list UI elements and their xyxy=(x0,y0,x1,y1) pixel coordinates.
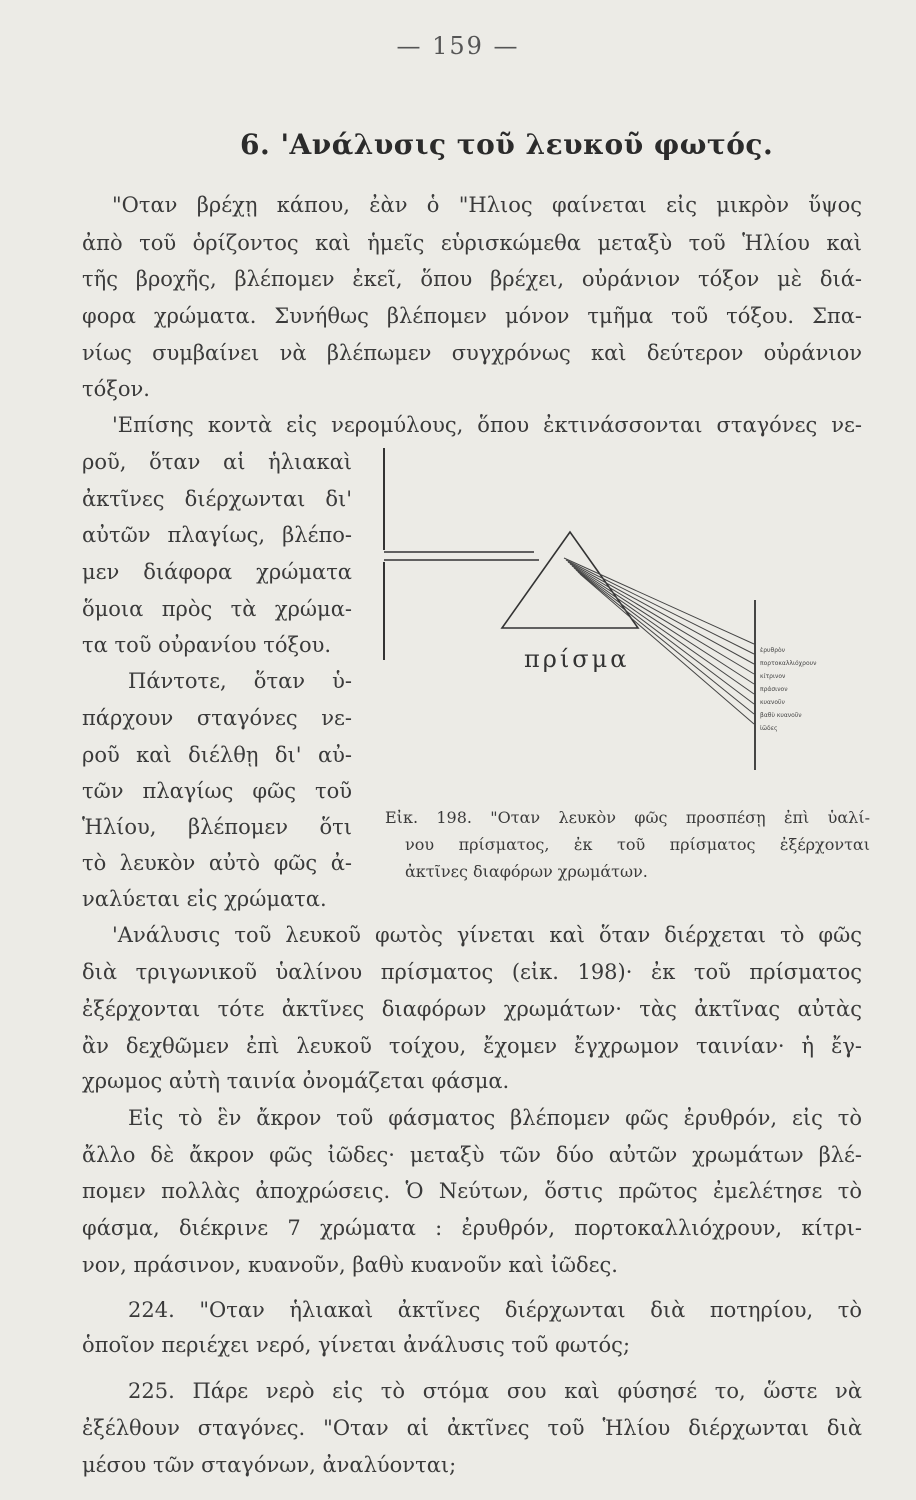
text-line: τόξον. xyxy=(82,377,150,401)
text-line: μεν διάφορα χρώματα xyxy=(82,560,352,584)
figure-caption: ἀκτῖνες διαφόρων χρωμάτων. xyxy=(405,862,648,881)
text-line: ἐξέρχονται τότε ἀκτῖνες διαφόρων χρωμάτων· τὰς ἀκτῖνας αὐτὰς xyxy=(82,997,862,1021)
prism-label: πρίσμα xyxy=(524,645,630,673)
text-line: αὐτῶν πλαγίως, βλέπο- xyxy=(82,523,352,547)
figure-caption: Εἰκ. 198. "Οταν λευκὸν φῶς προσπέσῃ ἐπὶ ὑαλί- xyxy=(385,808,870,827)
text-line: πομεν πολλὰς ἀποχρώσεις. Ὁ Νεύτων, ὅστις πρῶτος ἐμελέτησε τὸ xyxy=(82,1179,862,1203)
text-line: ροῦ, ὅταν αἱ ἡλιακαὶ xyxy=(82,450,352,474)
prism-figure xyxy=(374,440,874,790)
text-line: 'Ανάλυσις τοῦ λευκοῦ φωτὸς γίνεται καὶ ὅταν διέρχεται τὸ φῶς xyxy=(112,923,862,947)
text-line: Εἰς τὸ ἓν ἄκρον τοῦ φάσματος βλέπομεν φῶς ἐρυθρόν, εἰς τὸ xyxy=(128,1106,862,1130)
spectrum-label: ἐρυθρὸν xyxy=(760,647,786,654)
exercise-225: ἐξέλθουν σταγόνες. "Οταν αἱ ἀκτῖνες τοῦ Ἡλίου διέρχωνται διὰ xyxy=(82,1416,862,1440)
text-line: τα τοῦ οὐρανίου τόξου. xyxy=(82,633,332,657)
text-line: νον, πράσινον, κυανοῦν, βαθὺ κυανοῦν καὶ ἰῶδες. xyxy=(82,1253,618,1277)
text-line: Ἡλίου, βλέπομεν ὅτι xyxy=(82,815,352,839)
text-line: ροῦ καὶ διέλθῃ δι' αὐ- xyxy=(82,743,352,767)
text-line: ἀκτῖνες διέρχωνται δι' xyxy=(82,487,352,511)
text-line: ἂν δεχθῶμεν ἐπὶ λευκοῦ τοίχου, ἔχομεν ἔγχρωμον ταινίαν· ἡ ἔγ- xyxy=(82,1034,862,1058)
figure-caption: νου πρίσματος, ἐκ τοῦ πρίσματος ἐξέρχονται xyxy=(405,835,870,854)
text-line: ὅμοια πρὸς τὰ χρώμα- xyxy=(82,597,352,621)
text-line: διὰ τριγωνικοῦ ὑαλίνου πρίσματος (εἰκ. 198)· ἐκ τοῦ πρίσματος xyxy=(82,960,862,984)
exercise-225: 225. Πάρε νερὸ εἰς τὸ στόμα σου καὶ φύσησέ το, ὥστε νὰ xyxy=(128,1379,862,1403)
section-title: 6. 'Ανάλυσις τοῦ λευκοῦ φωτός. xyxy=(240,128,774,161)
spectrum-label: πράσινον xyxy=(760,686,788,693)
text-line: τὸ λευκὸν αὐτὸ φῶς ἀ- xyxy=(82,851,352,875)
text-line: 'Επίσης κοντὰ εἰς νερομύλους, ὅπου ἐκτινάσσονται σταγόνες νε- xyxy=(112,413,862,437)
text-line: πάρχουν σταγόνες νε- xyxy=(82,706,352,730)
text-line: ἀπὸ τοῦ ὁρίζοντος καὶ ἡμεῖς εὑρισκώμεθα μεταξὺ τοῦ Ἡλίου καὶ xyxy=(82,231,862,255)
spectrum-label: κυανοῦν xyxy=(760,699,785,706)
exercise-224: 224. "Οταν ἡλιακαὶ ἀκτῖνες διέρχωνται διὰ ποτηρίου, τὸ xyxy=(128,1298,862,1322)
exercise-224: ὁποῖον περιέχει νερό, γίνεται ἀνάλυσις τοῦ φωτός; xyxy=(82,1333,631,1357)
prism-diagram xyxy=(374,440,874,790)
text-line: τῶν πλαγίως φῶς τοῦ xyxy=(82,779,352,803)
text-line: ἄλλο δὲ ἄκρον φῶς ἰῶδες· μεταξὺ τῶν δύο αὐτῶν χρωμάτων βλέ- xyxy=(82,1143,862,1167)
text-line: "Οταν βρέχῃ κάπου, ἐὰν ὁ "Ηλιος φαίνεται εἰς μικρὸν ὕψος xyxy=(112,193,862,217)
spectrum-label: ἰῶδες xyxy=(760,725,778,732)
prism-triangle xyxy=(502,532,638,628)
page-number: — 159 — xyxy=(396,32,520,60)
text-line: χρωμος αὐτὴ ταινία ὀνομάζεται φάσμα. xyxy=(82,1069,510,1093)
spectrum-label: πορτοκαλλιόχρουν xyxy=(760,660,817,667)
exercise-225: μέσου τῶν σταγόνων, ἀναλύονται; xyxy=(82,1453,457,1477)
spectrum-label: κίτρινον xyxy=(760,673,786,680)
text-line: νίως συμβαίνει νὰ βλέπωμεν συγχρόνως καὶ δεύτερον οὐράνιον xyxy=(82,341,862,365)
spectrum-labels xyxy=(760,647,817,732)
text-line: ναλύεται εἰς χρώματα. xyxy=(82,887,327,911)
spectrum-label: βαθὺ κυανοῦν xyxy=(760,712,802,719)
text-line: φορα χρώματα. Συνήθως βλέπομεν μόνον τμῆμα τοῦ τόξου. Σπα- xyxy=(82,304,862,328)
text-line: φάσμα, διέκρινε 7 χρώματα : ἐρυθρόν, πορτοκαλλιόχρουν, κίτρι- xyxy=(82,1216,862,1240)
text-line: τῆς βροχῆς, βλέπομεν ἐκεῖ, ὅπου βρέχει, οὐράνιον τόξον μὲ διά- xyxy=(82,267,862,291)
text-line: Πάντοτε, ὅταν ὑ- xyxy=(128,669,352,693)
dispersed-rays xyxy=(564,558,754,724)
